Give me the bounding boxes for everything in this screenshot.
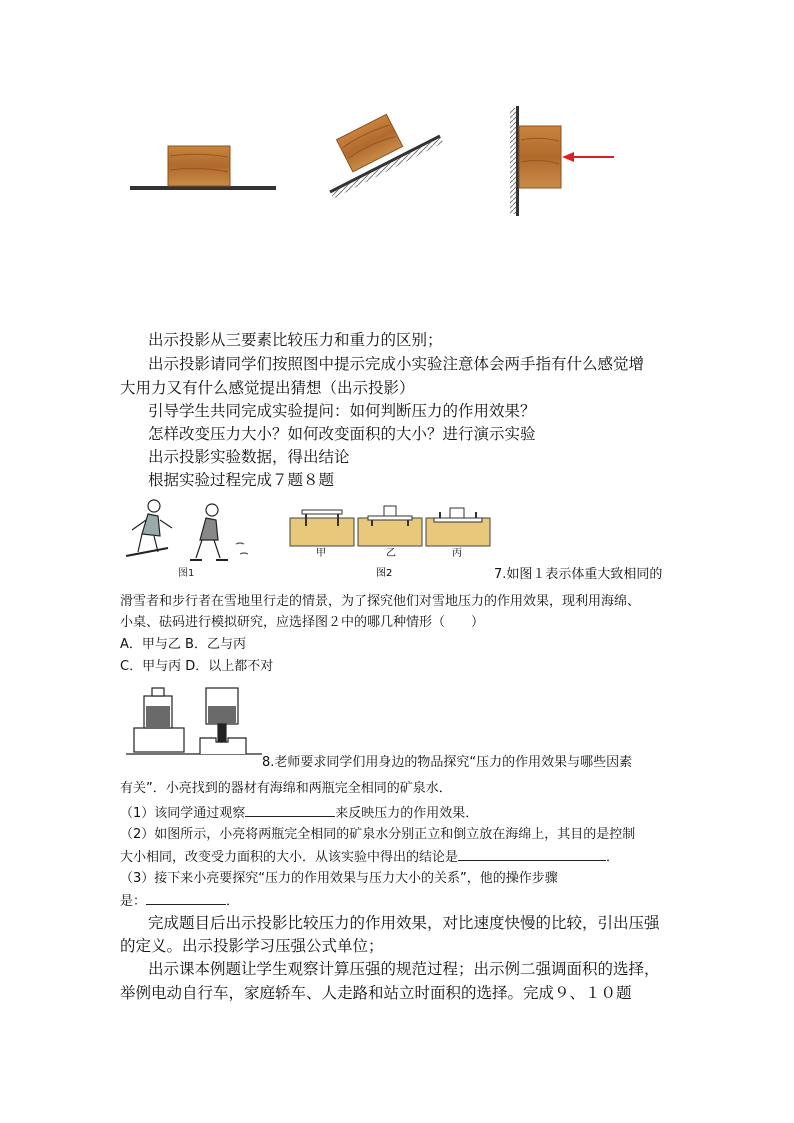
q8-sub2-text: 大小相同，改变受力面积的大小．从该实验中得出的结论是 bbox=[120, 850, 459, 865]
label-jia: 甲 bbox=[316, 548, 326, 559]
paragraph-2: 出示投影请同学们按照图中提示完成小实验注意体会两手指有什么感觉增 bbox=[148, 355, 645, 373]
q7-line3: 小桌、砝码进行模拟研究，应选择图２中的哪几种情形（ ） bbox=[120, 615, 485, 630]
q7-options-ab: A．甲与乙 B．乙与丙 bbox=[120, 637, 246, 652]
table-yi bbox=[358, 506, 422, 546]
paragraph-6: 根据实验过程完成７题８题 bbox=[148, 471, 335, 489]
closing-1: 完成题目后出示投影比较压力的作用效果，对比速度快慢的比较，引出压强 bbox=[148, 914, 660, 932]
table-bing bbox=[426, 508, 490, 546]
label-yi: 乙 bbox=[386, 548, 396, 559]
block-against-wall-figure bbox=[510, 106, 614, 216]
paragraph-4: 怎样改变压力大小？如何改变面积的大小？进行演示实验 bbox=[148, 425, 536, 443]
q7-line2: 滑雪者和步行者在雪地里行走的情景，为了探究他们对雪地压力的作用效果，现利用海绵、 bbox=[120, 594, 641, 609]
q7-options-cd: C．甲与丙 D．以上都不对 bbox=[120, 659, 274, 674]
figure1-label: 图1 bbox=[178, 568, 195, 579]
q7-lead: 7.如图１表示体重大致相同的 bbox=[494, 567, 663, 582]
closing-2-cont: 举例电动自行车，家庭轿车、人走路和站立时面积的选择。完成９、１０题 bbox=[120, 984, 632, 1002]
q8-sub3-end: ． bbox=[226, 894, 240, 909]
q8-sub3-text: 是： bbox=[120, 894, 147, 909]
q8-lead: 8.老师要求同学们用身边的物品探究“压力的作用效果与哪些因素 bbox=[262, 755, 633, 770]
label-bing: 丙 bbox=[452, 548, 462, 559]
q8-blank1[interactable] bbox=[245, 802, 335, 817]
table-jia bbox=[290, 510, 354, 546]
q8-sub2-end: ． bbox=[606, 850, 620, 865]
q8-sub3: （3）接下来小亮要探究“压力的作用效果与压力大小的关系”，他的操作步骤 bbox=[120, 871, 558, 886]
block-on-incline-figure bbox=[330, 114, 442, 196]
friction-figures bbox=[118, 100, 638, 220]
figure8-bottles bbox=[124, 684, 264, 760]
figure2-tables bbox=[288, 500, 493, 580]
figure1-skier-walker bbox=[120, 494, 270, 580]
q8-sub2: （2）如图所示，小亮将两瓶完全相同的矿泉水分别正立和倒立放在海绵上，其目的是控制 bbox=[120, 827, 636, 842]
q8-sub3-cont bbox=[120, 890, 680, 913]
figure2-label: 图2 bbox=[376, 568, 393, 579]
block-on-floor-figure bbox=[130, 146, 276, 190]
closing-1-cont: 的定义。出示投影学习压强公式单位； bbox=[120, 937, 384, 955]
q8-line2: 有关”．小亮找到的器材有海绵和两瓶完全相同的矿泉水． bbox=[120, 781, 452, 796]
paragraph-1: 出示投影从三要素比较压力和重力的区别； bbox=[148, 331, 443, 349]
paragraph-5: 出示投影实验数据，得出结论 bbox=[148, 448, 350, 466]
q8-sub2-cont bbox=[120, 846, 680, 869]
paragraph-3: 引导学生共同完成实验提问：如何判断压力的作用效果？ bbox=[148, 402, 536, 420]
q8-blank3[interactable] bbox=[146, 890, 226, 905]
q8-sub1 bbox=[120, 802, 680, 825]
q8-sub1-before: （1）该同学通过观察 bbox=[120, 806, 246, 821]
q8-sub1-after: 来反映压力的作用效果． bbox=[335, 806, 479, 821]
paragraph-2-cont: 大用力又有什么感觉提出猜想（出示投影） bbox=[120, 379, 415, 397]
q8-blank2[interactable] bbox=[458, 846, 606, 861]
closing-2: 出示课本例题让学生观察计算压强的规范过程；出示例二强调面积的选择， bbox=[148, 960, 660, 978]
